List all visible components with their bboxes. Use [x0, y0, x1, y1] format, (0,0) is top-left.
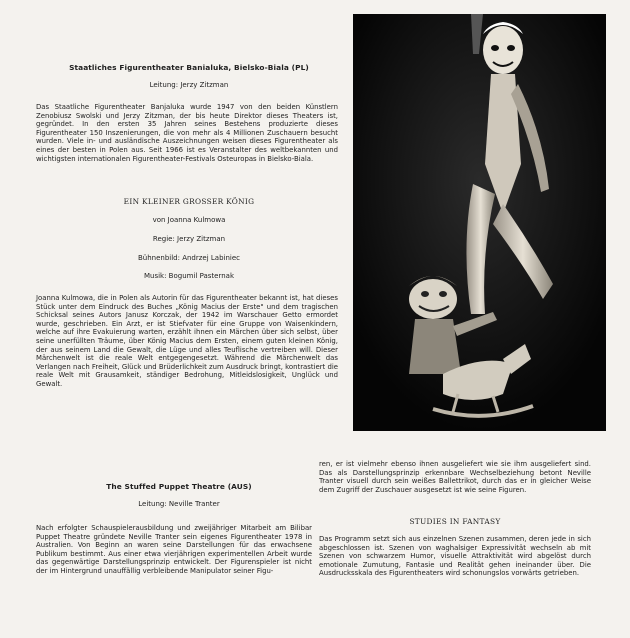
section2-heading: The Stuffed Puppet Theatre (AUS) — [106, 482, 252, 491]
credit-director: Regie: Jerzy Zitzman — [152, 235, 226, 243]
section1-direction: Leitung: Jerzy Zitzman — [149, 81, 229, 89]
play-title-2: STUDIES IN FANTASY — [409, 517, 501, 526]
section2-col2 — [319, 460, 591, 494]
puppet-photo — [353, 14, 606, 431]
col2b-paragraph: Das Programm setzt sich aus einzelnen Szenen zusammen, deren jede in sich abgeschlossen ist. Szenen von waghalsiger Expressivität wechseln ab mit Szenen von schwarzem Humor, visuelle Attraktivität wird abgelöst durch emotionale Zumutung, Fantasie und Realität gehen ineinander über. Die Ausdrucksskala des Figurentheaters wird schonungslos vorwärts getrieben. — [319, 535, 591, 578]
intro-paragraph: Das Staatliche Figurentheater Banjaluka wurde 1947 von den beiden Künstlern Zenobiusz Swolski und Jerzy Zitzman, der bis heute Direktor dieses Theaters ist, gegründet. In den ersten 35 Jahren seines Bestehens produzierte dieses Figurentheater 150 Inszenierungen, die von mehr als 4 Millionen Zuschauern besucht wurden. Viele in- und ausländische Auszeichnungen weisen dieses Figurentheater als eines der besten in Polen aus. Seit 1966 ist es Veranstalter des weltbekannten und wichtigsten internationalen Figurentheater-Festivals Osteuropas in Bielsko-Biala. — [36, 103, 338, 163]
section1-intro — [36, 103, 338, 163]
section2-direction: Leitung: Neville Tranter — [138, 500, 220, 508]
description-paragraph: Joanna Kulmowa, die in Polen als Autorin für das Figurentheater bekannt ist, hat dieses Stück unter dem Eindruck des Buches „König Macius der Erste" und dem tragischen Schicksal seines Autors Janusz Korczak, der 1942 im Warschauer Getto ermordet wurde, geschrieben. Ein Arzt, er ist Stiefvater für eine Gruppe von Waisenkindern, welche auf ihre Evakuierung warten, erzählt ihnen ein Märchen über sich selbst, über seine unerfüllten Träume, über König Macius dem Ersten, einem guten kleinen König, der aus seinem Land die Gewalt, die Lüge und alles Teuflische vertreiben will. Dieser Märchenwelt ist die reale Welt entgegengesetzt. Während die Märchenwelt das Verlangen nach Freiheit, Glück und Brüderlichkeit zum Ausdruck bringt, kontrastiert die reale Welt mit Grausamkeit, ständiger Bedrohung, Mitleidslosigkeit, Unglück und Gewalt. — [36, 294, 338, 388]
play-title-1: EIN KLEINER GROSSER KÖNIG — [123, 197, 255, 206]
puppet-photo-icon — [353, 14, 606, 431]
section1-heading: Staatliches Figurentheater Banialuka, Bielsko-Biala (PL) — [69, 63, 309, 72]
section1-description — [36, 294, 338, 389]
credit-author: von Joanna Kulmowa — [152, 216, 226, 224]
section2-col1 — [36, 524, 312, 576]
credit-stage: Bühnenbild: Andrzej Labiniec — [137, 254, 241, 262]
col2-paragraph: ren, er ist vielmehr ebenso ihnen ausgeliefert wie sie ihm ausgeliefert sind. Das als Darstellungsprinzip erkennbare Wechselbeziehung betont Neville Tranter visuell durch sein weißes Ballettrikot, durch das er in gleicher Weise dem Zugriff der Zuschauer ausgesetzt ist wie seine Figuren. — [319, 460, 591, 494]
credit-music: Musik: Bogumil Pasternak — [143, 272, 235, 280]
section2-col2b — [319, 535, 591, 578]
col1-paragraph: Nach erfolgter Schauspielerausbildung und zweijähriger Mitarbeit am Bilibar Puppet Theatre gründete Neville Tranter sein eigenes Figurentheater 1978 in Australien. Von Beginn an waren seine Darstellungen für das erwachsene Publikum bestimmt. Aus einer etwa vierjährigen experimentellen Arbeit wurde das gegenwärtige Darstellungsprinzip entwickelt. Der Figurenspieler ist nicht der im Hintergrund unauffällig verbleibende Manipulator seiner Figu- — [36, 524, 312, 575]
